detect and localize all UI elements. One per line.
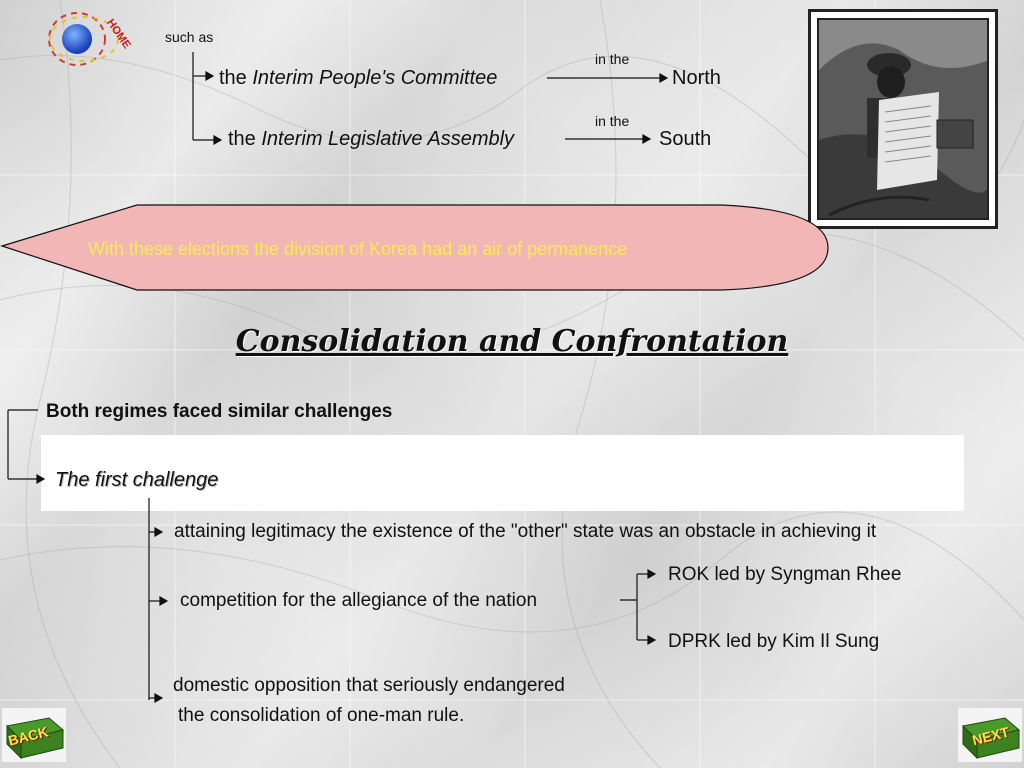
such-as-label: such as [165, 29, 214, 45]
challenges-intro: Both regimes faced similar challenges [46, 401, 393, 422]
back-button-label: BACK [6, 723, 50, 749]
page-title: Consolidation and Confrontation [235, 324, 789, 359]
row1-connector-label: in the [595, 51, 630, 67]
next-button-label: NEXT [970, 723, 1011, 749]
row1-name: Interim People's Committee [252, 67, 498, 89]
challenge-item-opposition-cont: the consolidation of one-man rule. [178, 705, 465, 726]
row2-name: Interim Legislative Assembly [261, 128, 515, 150]
row1-prefix: the [219, 67, 247, 89]
back-button[interactable] [2, 708, 66, 762]
rival-rok: ROK led by Syngman Rhee [668, 564, 902, 585]
region-south: South [659, 128, 712, 150]
first-challenge-label: The first challenge [55, 469, 219, 491]
challenge-item-opposition: domestic opposition that seriously endangered [173, 675, 565, 696]
challenge-item-legitimacy: attaining legitimacy the existence of the "other" state was an obstacle in achieving it [174, 521, 877, 542]
row2-prefix: the [228, 128, 256, 150]
banner-text: With these elections the division of Korea had an air of permanence [88, 239, 628, 259]
rival-dprk: DPRK led by Kim Il Sung [668, 631, 880, 652]
row2-connector-label: in the [595, 113, 630, 129]
home-logo-text: HOME [104, 17, 133, 51]
region-north: North [672, 67, 721, 89]
challenge-item-competition: competition for the allegiance of the nation [180, 590, 538, 611]
next-button[interactable] [958, 708, 1022, 762]
